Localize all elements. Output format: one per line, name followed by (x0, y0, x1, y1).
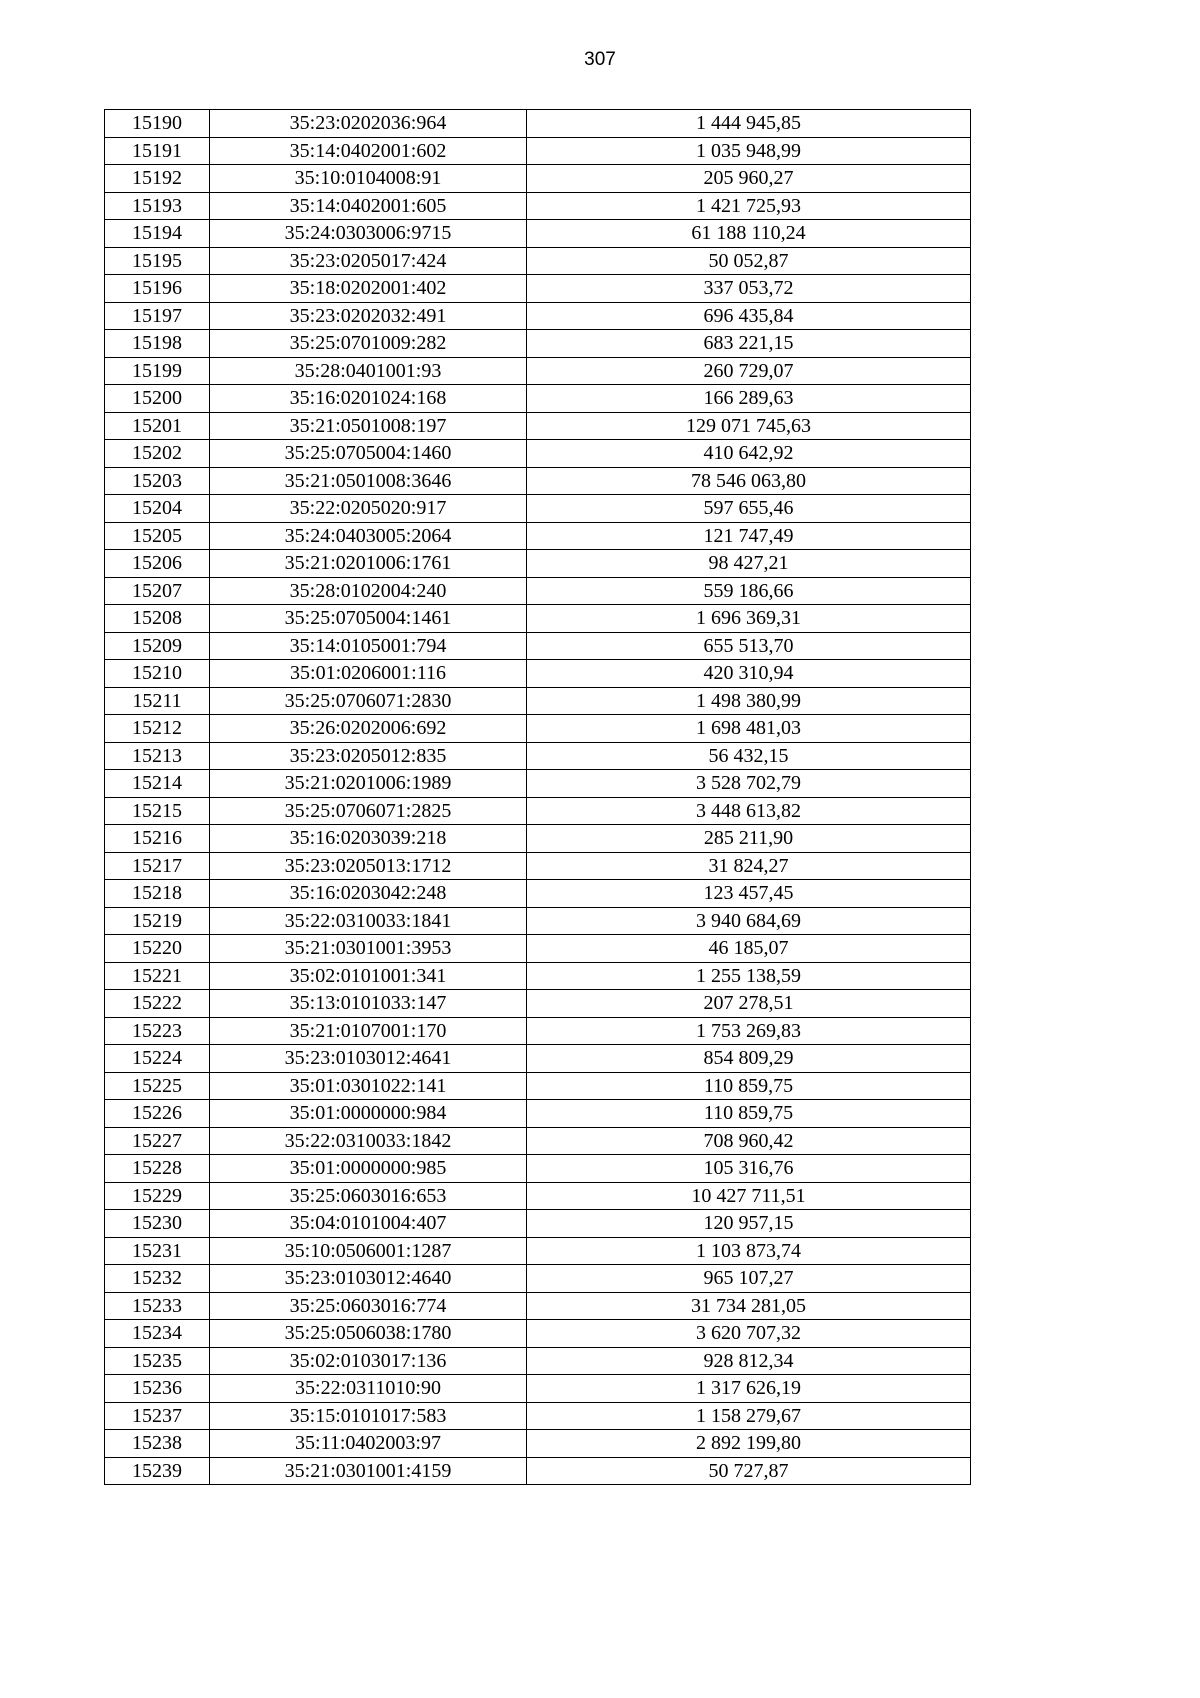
row-number-cell: 15190 (105, 110, 210, 138)
row-number-cell: 15232 (105, 1265, 210, 1293)
cadastral-number-cell: 35:21:0501008:3646 (210, 467, 527, 495)
value-cell: 1 255 138,59 (527, 962, 971, 990)
cadastral-number-cell: 35:14:0402001:605 (210, 192, 527, 220)
value-cell: 1 035 948,99 (527, 137, 971, 165)
row-number-cell: 15223 (105, 1017, 210, 1045)
table-row (105, 1402, 971, 1430)
value-cell: 121 747,49 (527, 522, 971, 550)
value-cell: 1 444 945,85 (527, 110, 971, 138)
value-cell: 285 211,90 (527, 825, 971, 853)
row-number-cell: 15204 (105, 495, 210, 523)
row-number-cell: 15203 (105, 467, 210, 495)
value-cell: 3 620 707,32 (527, 1320, 971, 1348)
table-row (105, 330, 971, 358)
value-cell: 410 642,92 (527, 440, 971, 468)
cadastral-number-cell: 35:11:0402003:97 (210, 1430, 527, 1458)
cadastral-number-cell: 35:02:0103017:136 (210, 1347, 527, 1375)
row-number-cell: 15231 (105, 1237, 210, 1265)
cadastral-number-cell: 35:25:0706071:2825 (210, 797, 527, 825)
table-row (105, 1100, 971, 1128)
row-number-cell: 15218 (105, 880, 210, 908)
row-number-cell: 15195 (105, 247, 210, 275)
table-row (105, 770, 971, 798)
table-row (105, 605, 971, 633)
row-number-cell: 15207 (105, 577, 210, 605)
row-number-cell: 15205 (105, 522, 210, 550)
table-row (105, 935, 971, 963)
value-cell: 31 824,27 (527, 852, 971, 880)
cadastral-number-cell: 35:22:0205020:917 (210, 495, 527, 523)
cadastral-number-cell: 35:16:0203042:248 (210, 880, 527, 908)
value-cell: 708 960,42 (527, 1127, 971, 1155)
row-number-cell: 15234 (105, 1320, 210, 1348)
cadastral-number-cell: 35:25:0705004:1460 (210, 440, 527, 468)
value-cell: 965 107,27 (527, 1265, 971, 1293)
cadastral-number-cell: 35:23:0205013:1712 (210, 852, 527, 880)
value-cell: 2 892 199,80 (527, 1430, 971, 1458)
cadastral-number-cell: 35:21:0501008:197 (210, 412, 527, 440)
cadastral-number-cell: 35:23:0205012:835 (210, 742, 527, 770)
row-number-cell: 15215 (105, 797, 210, 825)
row-number-cell: 15224 (105, 1045, 210, 1073)
table-row (105, 302, 971, 330)
table-row (105, 1237, 971, 1265)
row-number-cell: 15211 (105, 687, 210, 715)
cadastral-number-cell: 35:02:0101001:341 (210, 962, 527, 990)
table-row (105, 687, 971, 715)
cadastral-number-cell: 35:24:0303006:9715 (210, 220, 527, 248)
cadastral-number-cell: 35:10:0104008:91 (210, 165, 527, 193)
cadastral-number-cell: 35:25:0506038:1780 (210, 1320, 527, 1348)
table-row (105, 1430, 971, 1458)
table-row (105, 1457, 971, 1485)
value-cell: 3 448 613,82 (527, 797, 971, 825)
row-number-cell: 15227 (105, 1127, 210, 1155)
table-row (105, 467, 971, 495)
table-row (105, 1210, 971, 1238)
table-row (105, 385, 971, 413)
value-cell: 337 053,72 (527, 275, 971, 303)
value-cell: 3 528 702,79 (527, 770, 971, 798)
row-number-cell: 15212 (105, 715, 210, 743)
cadastral-number-cell: 35:24:0403005:2064 (210, 522, 527, 550)
cadastral-number-cell: 35:04:0101004:407 (210, 1210, 527, 1238)
value-cell: 1 421 725,93 (527, 192, 971, 220)
cadastral-number-cell: 35:21:0301001:3953 (210, 935, 527, 963)
value-cell: 61 188 110,24 (527, 220, 971, 248)
row-number-cell: 15236 (105, 1375, 210, 1403)
row-number-cell: 15206 (105, 550, 210, 578)
table-row (105, 137, 971, 165)
table-row (105, 852, 971, 880)
value-cell: 129 071 745,63 (527, 412, 971, 440)
value-cell: 1 498 380,99 (527, 687, 971, 715)
value-cell: 1 317 626,19 (527, 1375, 971, 1403)
table-row (105, 1155, 971, 1183)
value-cell: 78 546 063,80 (527, 467, 971, 495)
cadastral-number-cell: 35:22:0311010:90 (210, 1375, 527, 1403)
cadastral-number-cell: 35:22:0310033:1842 (210, 1127, 527, 1155)
cadastral-number-cell: 35:26:0202006:692 (210, 715, 527, 743)
value-cell: 207 278,51 (527, 990, 971, 1018)
row-number-cell: 15235 (105, 1347, 210, 1375)
row-number-cell: 15221 (105, 962, 210, 990)
value-cell: 1 698 481,03 (527, 715, 971, 743)
table-row (105, 1320, 971, 1348)
table-row (105, 825, 971, 853)
value-cell: 105 316,76 (527, 1155, 971, 1183)
cadastral-number-cell: 35:18:0202001:402 (210, 275, 527, 303)
value-cell: 260 729,07 (527, 357, 971, 385)
cadastral-number-cell: 35:22:0310033:1841 (210, 907, 527, 935)
row-number-cell: 15219 (105, 907, 210, 935)
value-cell: 1 158 279,67 (527, 1402, 971, 1430)
table-row (105, 165, 971, 193)
row-number-cell: 15233 (105, 1292, 210, 1320)
value-cell: 110 859,75 (527, 1072, 971, 1100)
row-number-cell: 15191 (105, 137, 210, 165)
cadastral-number-cell: 35:01:0000000:985 (210, 1155, 527, 1183)
value-cell: 1 103 873,74 (527, 1237, 971, 1265)
page-number: 307 (584, 49, 616, 70)
value-cell: 597 655,46 (527, 495, 971, 523)
row-number-cell: 15196 (105, 275, 210, 303)
cadastral-number-cell: 35:15:0101017:583 (210, 1402, 527, 1430)
table-row (105, 495, 971, 523)
cadastral-number-cell: 35:21:0201006:1761 (210, 550, 527, 578)
table-row (105, 742, 971, 770)
table-row (105, 550, 971, 578)
row-number-cell: 15222 (105, 990, 210, 1018)
table-row (105, 962, 971, 990)
cadastral-value-table (104, 109, 971, 1485)
cadastral-number-cell: 35:16:0201024:168 (210, 385, 527, 413)
table-row (105, 660, 971, 688)
table-row (105, 440, 971, 468)
cadastral-number-cell: 35:25:0603016:653 (210, 1182, 527, 1210)
row-number-cell: 15220 (105, 935, 210, 963)
table-row (105, 1045, 971, 1073)
row-number-cell: 15226 (105, 1100, 210, 1128)
table-row (105, 357, 971, 385)
cadastral-number-cell: 35:28:0401001:93 (210, 357, 527, 385)
value-cell: 205 960,27 (527, 165, 971, 193)
row-number-cell: 15217 (105, 852, 210, 880)
row-number-cell: 15199 (105, 357, 210, 385)
data-table-container (104, 109, 971, 1485)
value-cell: 3 940 684,69 (527, 907, 971, 935)
table-row (105, 577, 971, 605)
value-cell: 928 812,34 (527, 1347, 971, 1375)
cadastral-number-cell: 35:28:0102004:240 (210, 577, 527, 605)
table-row (105, 192, 971, 220)
row-number-cell: 15225 (105, 1072, 210, 1100)
value-cell: 1 753 269,83 (527, 1017, 971, 1045)
table-row (105, 220, 971, 248)
cadastral-number-cell: 35:25:0706071:2830 (210, 687, 527, 715)
table-row (105, 1375, 971, 1403)
row-number-cell: 15198 (105, 330, 210, 358)
row-number-cell: 15209 (105, 632, 210, 660)
row-number-cell: 15194 (105, 220, 210, 248)
row-number-cell: 15210 (105, 660, 210, 688)
value-cell: 683 221,15 (527, 330, 971, 358)
table-row (105, 880, 971, 908)
table-row (105, 522, 971, 550)
value-cell: 420 310,94 (527, 660, 971, 688)
row-number-cell: 15216 (105, 825, 210, 853)
value-cell: 50 727,87 (527, 1457, 971, 1485)
value-cell: 110 859,75 (527, 1100, 971, 1128)
table-row (105, 1292, 971, 1320)
table-row (105, 275, 971, 303)
cadastral-number-cell: 35:21:0301001:4159 (210, 1457, 527, 1485)
row-number-cell: 15193 (105, 192, 210, 220)
value-cell: 98 427,21 (527, 550, 971, 578)
value-cell: 10 427 711,51 (527, 1182, 971, 1210)
row-number-cell: 15230 (105, 1210, 210, 1238)
row-number-cell: 15200 (105, 385, 210, 413)
table-row (105, 907, 971, 935)
row-number-cell: 15229 (105, 1182, 210, 1210)
cadastral-number-cell: 35:23:0202036:964 (210, 110, 527, 138)
value-cell: 166 289,63 (527, 385, 971, 413)
value-cell: 123 457,45 (527, 880, 971, 908)
table-row (105, 1265, 971, 1293)
table-row (105, 1182, 971, 1210)
cadastral-number-cell: 35:16:0203039:218 (210, 825, 527, 853)
value-cell: 56 432,15 (527, 742, 971, 770)
cadastral-number-cell: 35:23:0103012:4640 (210, 1265, 527, 1293)
cadastral-number-cell: 35:21:0201006:1989 (210, 770, 527, 798)
cadastral-number-cell: 35:25:0705004:1461 (210, 605, 527, 633)
cadastral-number-cell: 35:01:0301022:141 (210, 1072, 527, 1100)
cadastral-number-cell: 35:01:0206001:116 (210, 660, 527, 688)
table-body (105, 110, 971, 1485)
table-row (105, 1017, 971, 1045)
cadastral-number-cell: 35:23:0202032:491 (210, 302, 527, 330)
table-row (105, 990, 971, 1018)
table-row (105, 1127, 971, 1155)
cadastral-number-cell: 35:23:0103012:4641 (210, 1045, 527, 1073)
cadastral-number-cell: 35:14:0402001:602 (210, 137, 527, 165)
cadastral-number-cell: 35:21:0107001:170 (210, 1017, 527, 1045)
table-row (105, 412, 971, 440)
table-row (105, 797, 971, 825)
row-number-cell: 15213 (105, 742, 210, 770)
cadastral-number-cell: 35:23:0205017:424 (210, 247, 527, 275)
table-row (105, 632, 971, 660)
row-number-cell: 15192 (105, 165, 210, 193)
value-cell: 46 185,07 (527, 935, 971, 963)
row-number-cell: 15214 (105, 770, 210, 798)
value-cell: 854 809,29 (527, 1045, 971, 1073)
value-cell: 559 186,66 (527, 577, 971, 605)
row-number-cell: 15197 (105, 302, 210, 330)
cadastral-number-cell: 35:01:0000000:984 (210, 1100, 527, 1128)
cadastral-number-cell: 35:25:0701009:282 (210, 330, 527, 358)
cadastral-number-cell: 35:10:0506001:1287 (210, 1237, 527, 1265)
value-cell: 1 696 369,31 (527, 605, 971, 633)
row-number-cell: 15228 (105, 1155, 210, 1183)
table-row (105, 110, 971, 138)
value-cell: 696 435,84 (527, 302, 971, 330)
value-cell: 120 957,15 (527, 1210, 971, 1238)
table-row (105, 1072, 971, 1100)
table-row (105, 1347, 971, 1375)
row-number-cell: 15239 (105, 1457, 210, 1485)
table-row (105, 715, 971, 743)
value-cell: 31 734 281,05 (527, 1292, 971, 1320)
cadastral-number-cell: 35:14:0105001:794 (210, 632, 527, 660)
value-cell: 655 513,70 (527, 632, 971, 660)
row-number-cell: 15202 (105, 440, 210, 468)
table-row (105, 247, 971, 275)
row-number-cell: 15208 (105, 605, 210, 633)
cadastral-number-cell: 35:25:0603016:774 (210, 1292, 527, 1320)
row-number-cell: 15237 (105, 1402, 210, 1430)
row-number-cell: 15238 (105, 1430, 210, 1458)
value-cell: 50 052,87 (527, 247, 971, 275)
cadastral-number-cell: 35:13:0101033:147 (210, 990, 527, 1018)
row-number-cell: 15201 (105, 412, 210, 440)
